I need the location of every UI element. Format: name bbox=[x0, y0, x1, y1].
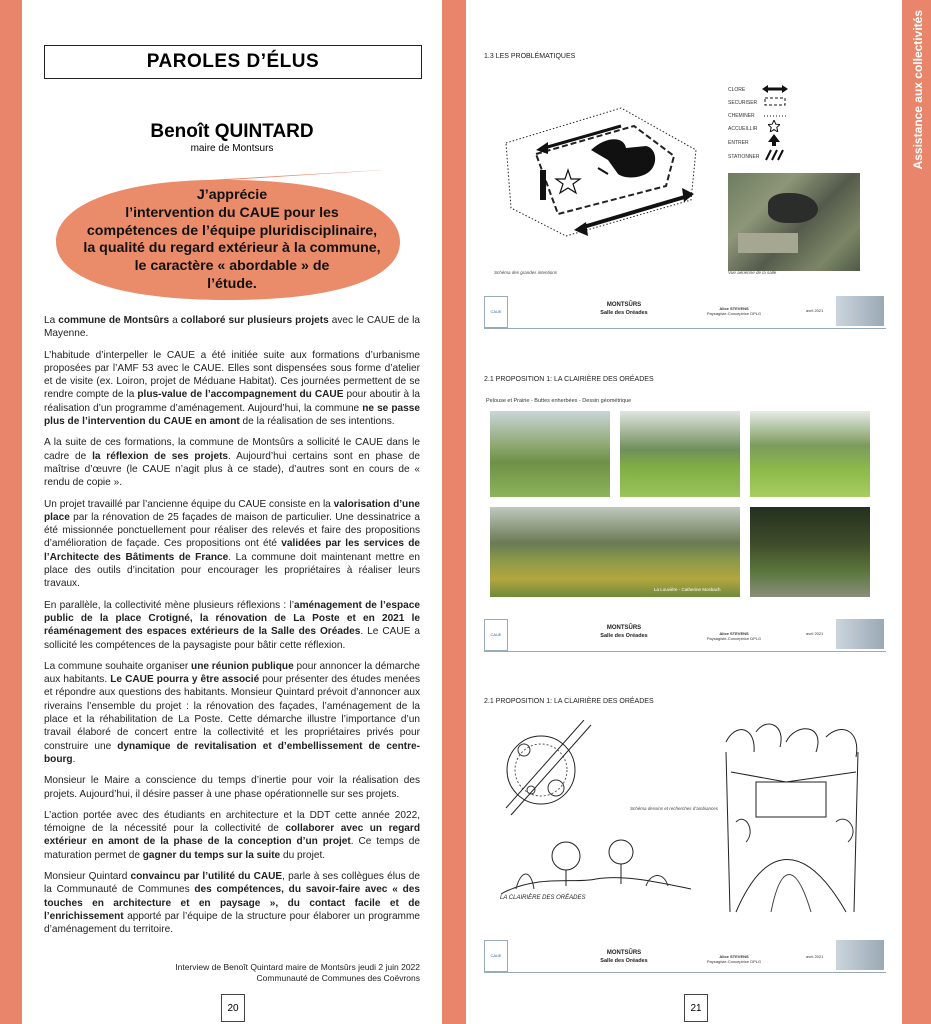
article-paragraph: La commune de Montsûrs a collaboré sur plusieurs projets avec le CAUE de la Mayenne. bbox=[44, 315, 420, 340]
legend-entrer: ENTRER bbox=[728, 140, 749, 146]
photo-garden-path bbox=[750, 507, 870, 597]
slide3-caption: Schéma dessins et recherches d’ambiances bbox=[630, 806, 719, 811]
interviewee-name: Benoît QUINTARD bbox=[150, 121, 314, 142]
interview-credit: Interview de Benoît Quintard maire de Montsûrs jeudi 2 juin 2022 Communauté de Communes des Coëvrons bbox=[175, 962, 420, 983]
legend-clore: CLORE bbox=[728, 87, 746, 93]
photo-credit: La Louvière - Catherine Mosbach bbox=[654, 587, 721, 592]
plan-sketch bbox=[496, 720, 616, 820]
legend-cheminer: CHEMINER bbox=[728, 113, 755, 119]
legend-stationner: STATIONNER bbox=[728, 154, 760, 160]
sketch-title: LA CLAIRIÈRE DES ORÉADES bbox=[500, 895, 586, 901]
quote-text: J’apprécie l’intervention du CAUE pour les compétences de l’équipe pluridisciplinaire, la qualité du regard extérieur à la commune, le caractère « abordable » de l’étude. bbox=[83, 187, 381, 292]
slide2-subheading: Pelouse et Prairie - Buttes enherbées - Dessin géométrique bbox=[486, 398, 632, 404]
page-number-left: 20 bbox=[221, 994, 245, 1022]
sidebar-label: Assistance aux collectivités bbox=[911, 10, 925, 170]
slide3-footer: CAUE MONTSÛRS Salle des Oréades Alice STEVENS Paysagiste-Conceptrice DPLG avril 2021 bbox=[484, 940, 886, 973]
hatch-icon bbox=[764, 149, 784, 161]
slide1-caption-left: Schéma des grandes intentions bbox=[494, 270, 558, 275]
dotted-line-icon bbox=[764, 114, 786, 118]
article-paragraph: La commune souhaite organiser une réunion publique pour annoncer la démarche aux habitants. Le CAUE pourra y être associé pour présenter des études menées et répondre aux questions des habitants. Monsieur Quintard prévoit d’annoncer aux riverains l’ensemble du projet : la rénovation des façades, l’aménagement de la place et la réhabilitation de La Poste. Cette démarche illustre l’importance d’un travail élaboré de concert entre la collectivité et les propriétaires privés pour construire une dynamique de revitalisation et d’embellissement de centre-bourg. bbox=[44, 660, 421, 765]
photo-meadow-1 bbox=[490, 411, 610, 497]
slide1-caption-right: Vue aérienne de la salle bbox=[728, 270, 777, 275]
article-paragraph: Monsieur le Maire a conscience du temps d’inertie pour voir la réalisation des projets. Aujourd’hui, il désire passer à une phase opérationnelle sur ses projets. bbox=[44, 775, 420, 800]
dashed-box-icon bbox=[764, 97, 786, 107]
sidebar-tab bbox=[905, 0, 931, 1024]
left-page bbox=[22, 0, 442, 1024]
section-sketch bbox=[496, 834, 696, 924]
footer-thumbnail bbox=[836, 619, 884, 649]
article-paragraph: En parallèle, la collectivité mène plusieurs réflexions : l’aménagement de l’espace public de la place Crotigné, la rénovation de La Poste et en 2021 le réaménagement des espaces extérieurs de la Salle des Oréades. Le CAUE a sollicité les compétences de la paysagiste pour bâtir cette réflexion. bbox=[44, 599, 420, 651]
slide1-heading: 1.3 LES PROBLÉMATIQUES bbox=[484, 53, 576, 60]
photo-park-wide bbox=[490, 507, 740, 597]
perspective-sketch bbox=[716, 712, 871, 922]
entry-arrow-icon bbox=[768, 134, 780, 146]
intentions-diagram bbox=[496, 88, 706, 258]
caue-logo: CAUE bbox=[484, 296, 508, 328]
photo-meadow-2 bbox=[620, 411, 740, 497]
right-page bbox=[466, 0, 902, 1024]
article-paragraph: L’habitude d’interpeller le CAUE a été initiée suite aux formations d’urbanisme proposées par l’AMF 53 avec le CAUE. Elles sont dispensées sous forme d’atelier et de visite (ex. Loiron, projet de Méduane Habitat). Ces journées permettent de se rendre compte de la plus-value de l’accompagnement du CAUE pour aboutir à la réalisation d’un programme d’aménagement. Aujourd’hui, la commune ne se passe plus de l’intervention du CAUE en amont de la réalisation de ses intentions. bbox=[44, 349, 420, 428]
interviewee-role: maire de Montsurs bbox=[190, 143, 274, 154]
caue-logo: CAUE bbox=[484, 940, 508, 972]
double-arrow-icon bbox=[762, 84, 788, 94]
article-paragraph: L’action portée avec des étudiants en architecture et la DDT cette année 2022, témoigne de la nécessité pour la collectivité de collaborer avec un regard extérieur en amont de la phase de la conception d’un projet. Ce temps de maturation permet de gagner du temps sur la suite du projet. bbox=[44, 809, 421, 861]
article-paragraph: Monsieur Quintard convaincu par l’utilité du CAUE, parle à ses collègues élus de la Communauté de Communes des compétences, du savoir-faire avec « des touches en architecture et en paysage », du contact facile et de l’enrichissement apporté par l’équipe de la structure pour élaborer un programme d’aménagement du territoire. bbox=[44, 870, 420, 936]
star-icon bbox=[768, 120, 780, 132]
article-paragraph: A la suite de ces formations, la commune de Montsûrs a sollicité le CAUE dans le cadre de la réflexion de ses projets. Aujourd’hui certains sont en phase de maîtrise d’œuvre (le CAUE n’agit plus à ce stade), d’autres sont en cours de « rendu de copie ». bbox=[44, 437, 420, 489]
page-number-right: 21 bbox=[684, 994, 708, 1022]
legend-accueillir: ACCUEILLIR bbox=[728, 126, 758, 132]
slide3-heading: 2.1 PROPOSITION 1: LA CLAIRIÈRE DES ORÉADES bbox=[484, 698, 654, 705]
article-paragraph: Un projet travaillé par l’ancienne équipe du CAUE consiste en la valorisation d’une place par la rénovation de 25 façades de maison de particulier. Une dessinatrice a été missionnée ponctuellement pour réaliser des relevés et faire des propositions d’amélioration de façade. Ces propositions ont été validées par les services de l’Architecte des Bâtiments de France. La commune doit maintenant mettre en place des outils d’incitation pour encourager les propriétaires à réaliser leurs travaux. bbox=[44, 498, 421, 590]
slide2-heading: 2.1 PROPOSITION 1: LA CLAIRIÈRE DES ORÉADES bbox=[484, 376, 654, 383]
footer-thumbnail bbox=[836, 296, 884, 326]
aerial-photo bbox=[728, 173, 860, 271]
photo-meadow-3 bbox=[750, 411, 870, 497]
slide2-footer: CAUE MONTSÛRS Salle des Oréades Alice STEVENS Paysagiste-Conceptrice DPLG avril 2021 bbox=[484, 619, 886, 652]
section-title: PAROLES D’ÉLUS bbox=[44, 45, 422, 79]
slide1-footer: CAUE MONTSÛRS Salle des Oréades Alice STEVENS Paysagiste-Conceptrice DPLG avril 2021 bbox=[484, 296, 886, 329]
footer-thumbnail bbox=[836, 940, 884, 970]
legend-securiser: SECURISER bbox=[728, 100, 758, 106]
caue-logo: CAUE bbox=[484, 619, 508, 651]
article-body bbox=[44, 314, 420, 944]
